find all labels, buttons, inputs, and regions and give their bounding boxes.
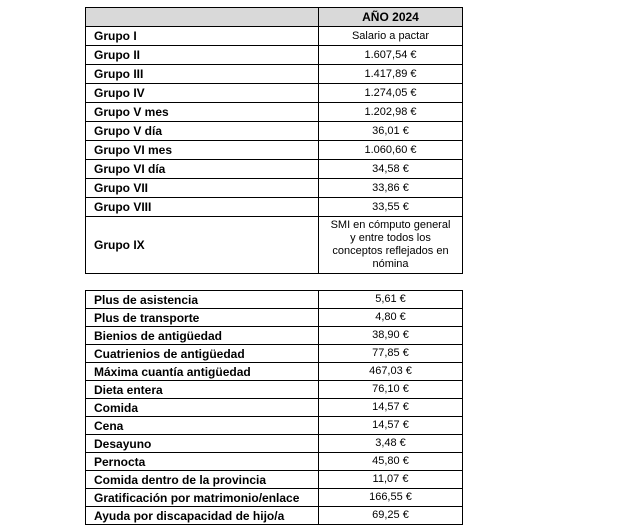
allowances-table-wrap [85,290,462,525]
row-value: 1.274,05 € [319,84,463,103]
row-value: 38,90 € [319,327,463,345]
row-label: Gratificación por matrimonio/enlace [86,489,319,507]
salary-groups-body [86,27,463,274]
table-row [86,417,463,435]
table-row [86,122,463,141]
salary-groups-table-wrap [85,7,462,274]
row-value: 5,61 € [319,291,463,309]
row-label: Bienios de antigüedad [86,327,319,345]
row-value: 69,25 € [319,507,463,525]
row-label: Cena [86,417,319,435]
row-label: Grupo II [86,46,319,65]
row-label: Grupo V día [86,122,319,141]
table-row [86,179,463,198]
row-value: 1.607,54 € [319,46,463,65]
row-label: Grupo IX [86,217,319,274]
row-label: Grupo IV [86,84,319,103]
row-label: Grupo III [86,65,319,84]
table-row [86,198,463,217]
table-row [86,327,463,345]
table-row [86,160,463,179]
table-row [86,27,463,46]
row-value: 77,85 € [319,345,463,363]
table-row [86,141,463,160]
table-row [86,103,463,122]
row-value: 166,55 € [319,489,463,507]
row-value: SMI en cómputo general y entre todos los conceptos reflejados en nómina [319,217,463,274]
header-empty-cell [86,8,319,27]
row-value: Salario a pactar [319,27,463,46]
row-label: Pernocta [86,453,319,471]
row-value: 4,80 € [319,309,463,327]
row-label: Cuatrienios de antigüedad [86,345,319,363]
row-value: 1.417,89 € [319,65,463,84]
table-row [86,435,463,453]
row-label: Grupo VI día [86,160,319,179]
row-label: Grupo VIII [86,198,319,217]
year-2024-header-cell: AÑO 2024 [319,8,463,27]
row-label: Comida [86,399,319,417]
allowances-body [86,291,463,525]
row-value: 11,07 € [319,471,463,489]
row-value: 76,10 € [319,381,463,399]
allowances-table [85,290,463,525]
header-row [86,8,463,27]
table-row [86,363,463,381]
row-label: Máxima cuantía antigüedad [86,363,319,381]
row-value: 3,48 € [319,435,463,453]
row-value: 1.060,60 € [319,141,463,160]
table-row [86,309,463,327]
row-value: 33,55 € [319,198,463,217]
table-row [86,489,463,507]
table-row [86,217,463,274]
row-value: 36,01 € [319,122,463,141]
row-value: 14,57 € [319,399,463,417]
table-row [86,291,463,309]
document-sheet [85,7,462,525]
row-value: 34,58 € [319,160,463,179]
row-label: Comida dentro de la provincia [86,471,319,489]
row-value: 467,03 € [319,363,463,381]
row-label: Grupo V mes [86,103,319,122]
salary-groups-table [85,7,463,274]
row-value: 45,80 € [319,453,463,471]
table-row [86,84,463,103]
row-value: 14,57 € [319,417,463,435]
row-label: Plus de transporte [86,309,319,327]
table-row [86,46,463,65]
row-label: Desayuno [86,435,319,453]
row-label: Dieta entera [86,381,319,399]
row-label: Ayuda por discapacidad de hijo/a [86,507,319,525]
table-row [86,453,463,471]
row-value: 1.202,98 € [319,103,463,122]
row-label: Plus de asistencia [86,291,319,309]
row-label: Grupo VI mes [86,141,319,160]
row-value: 33,86 € [319,179,463,198]
table-row [86,381,463,399]
table-row [86,471,463,489]
row-label: Grupo VII [86,179,319,198]
table-row [86,399,463,417]
table-row [86,345,463,363]
row-label: Grupo I [86,27,319,46]
table-row [86,65,463,84]
